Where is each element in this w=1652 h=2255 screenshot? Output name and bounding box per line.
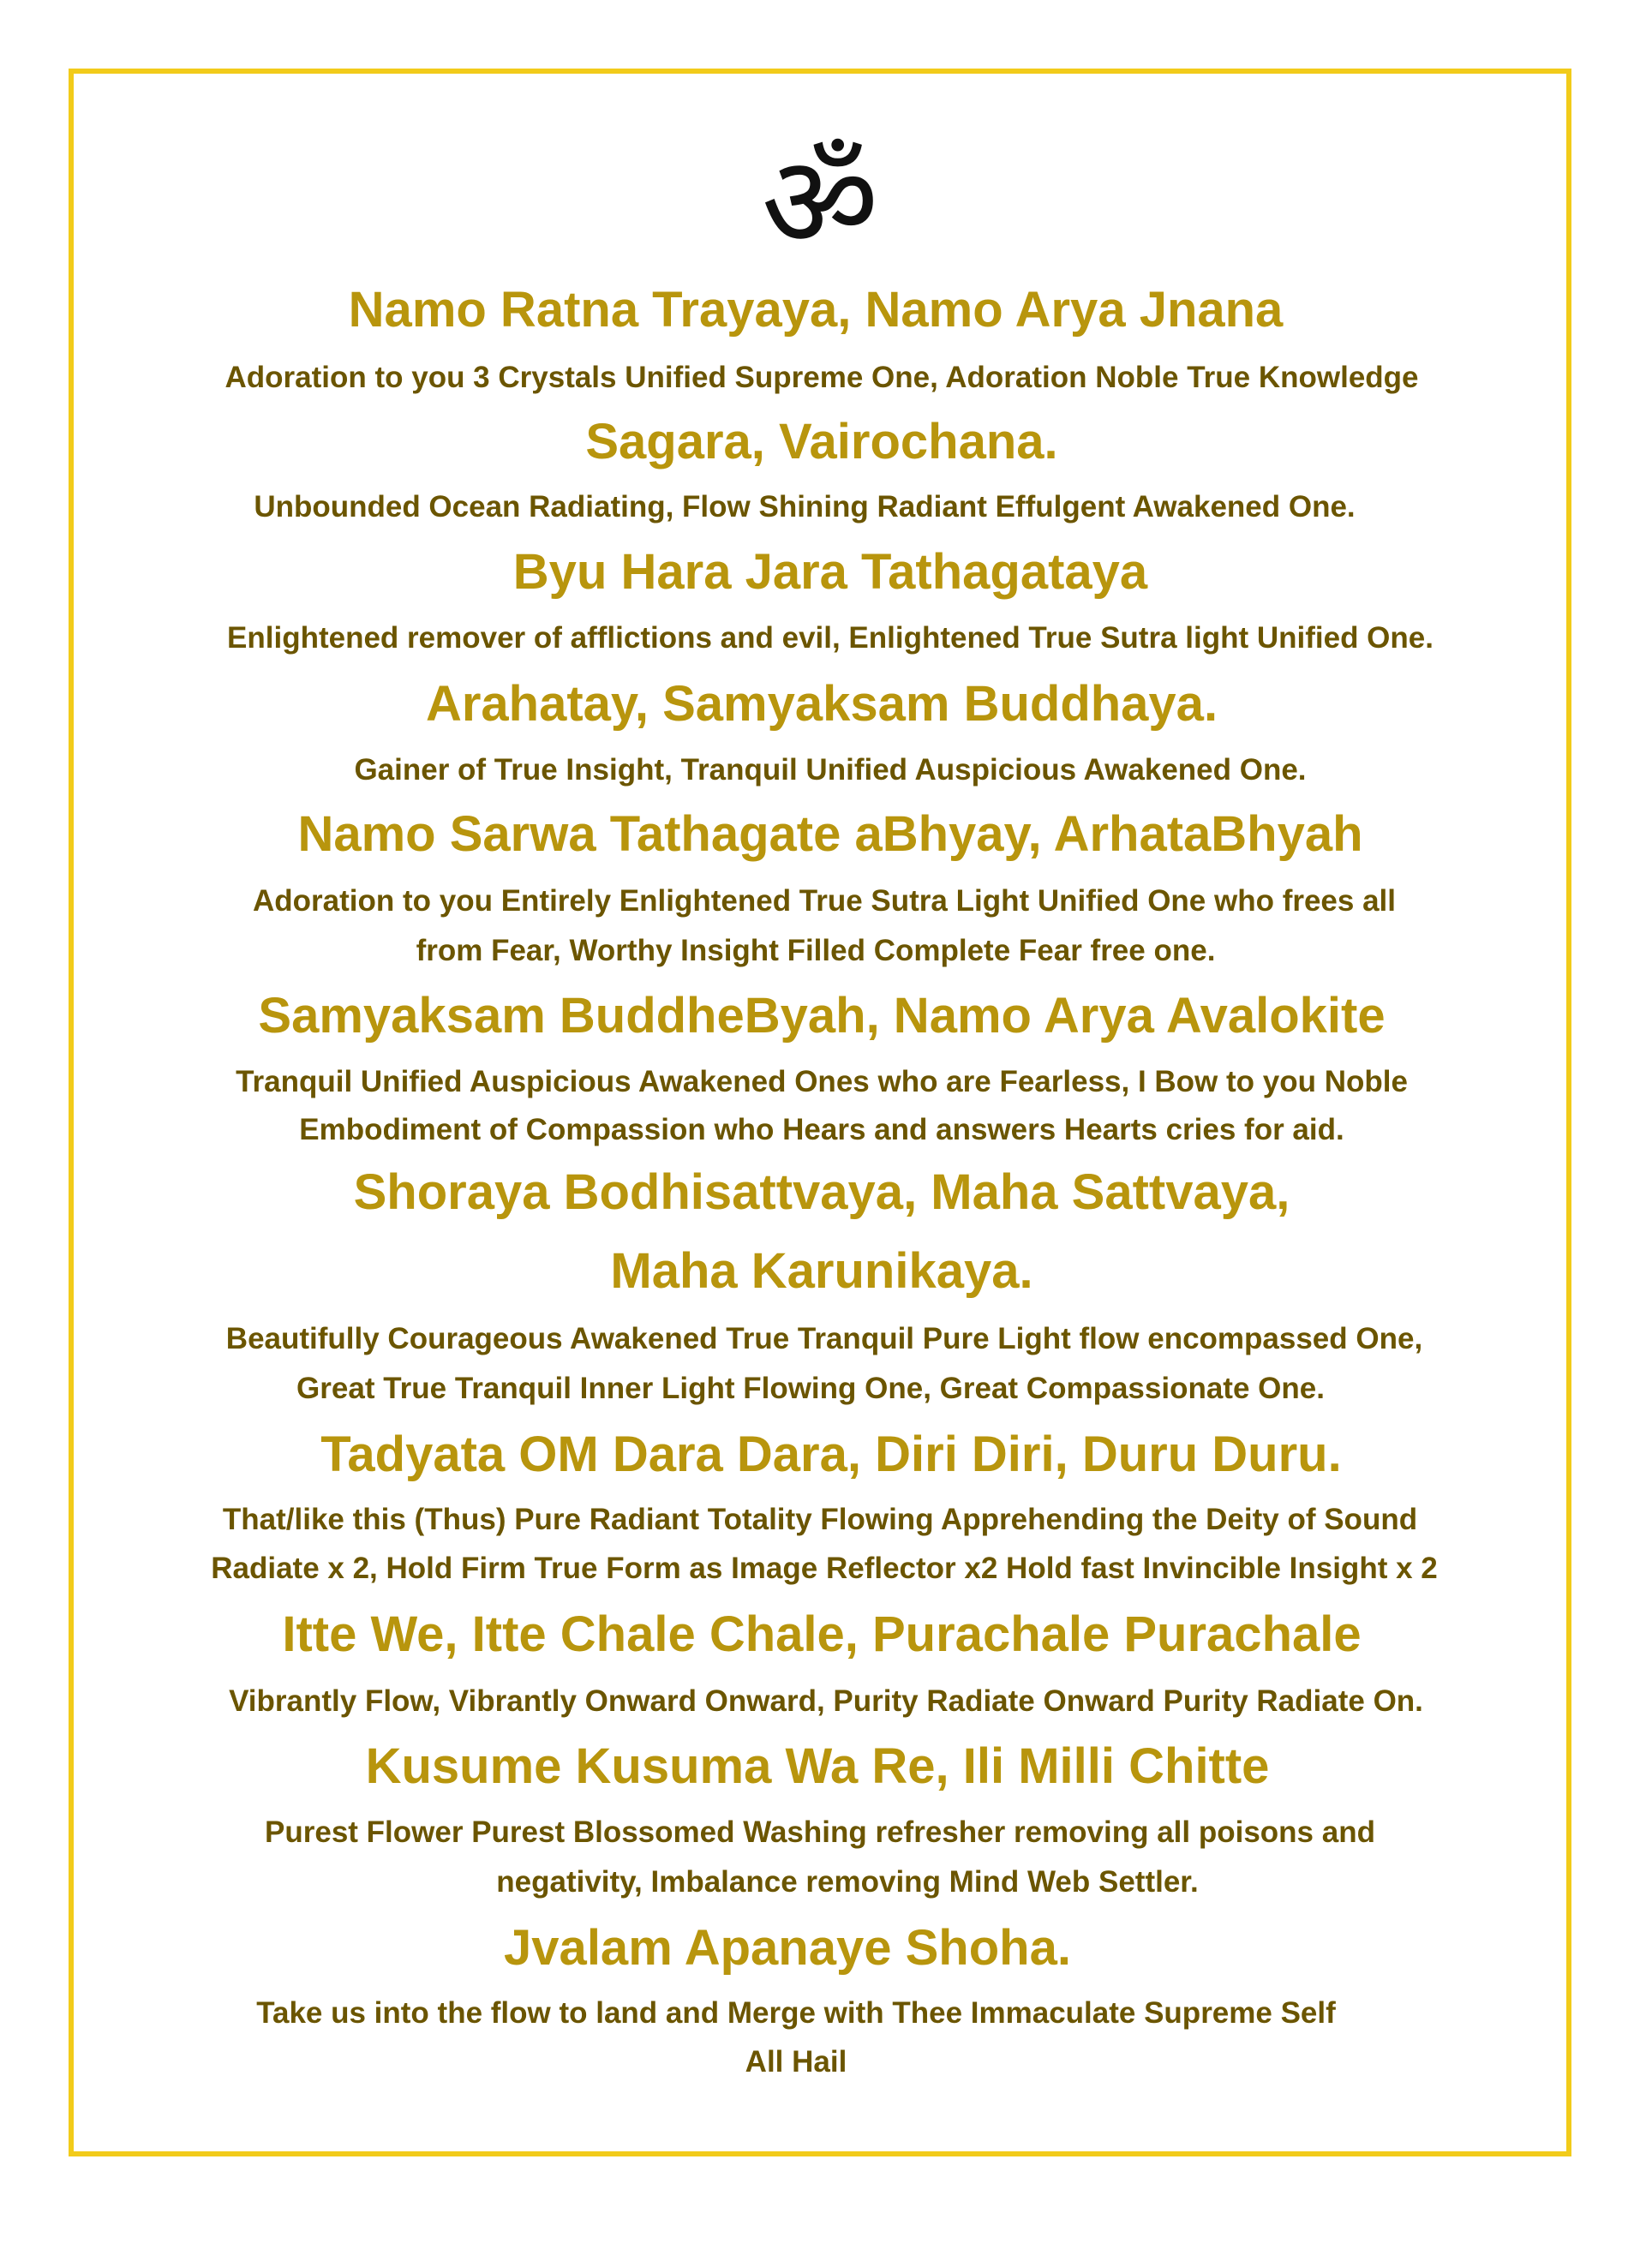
mantra-line: Namo Ratna Trayaya, Namo Arya Jnana [348, 282, 1284, 338]
translation-line: Tranquil Unified Auspicious Awakened Ones who are Fearless, I Bow to you Noble [236, 1065, 1408, 1098]
mantra-line: Namo Sarwa Tathagate aBhyay, ArhataBhyah [297, 806, 1363, 862]
translation-line: Adoration to you Entirely Enlightened True Sutra Light Unified One who frees all [253, 884, 1396, 918]
om-symbol-icon: ॐ [761, 129, 879, 278]
mantra-line: Samyaksam BuddheByah, Namo Arya Avalokite [258, 988, 1386, 1044]
mantra-line: Kusume Kusuma Wa Re, Ili Milli Chitte [365, 1738, 1270, 1794]
mantra-line: Byu Hara Jara Tathagataya [512, 544, 1148, 600]
translation-line: Purest Flower Purest Blossomed Washing refresher removing all poisons and [265, 1815, 1375, 1849]
translation-line: negativity, Imbalance removing Mind Web Settler. [496, 1865, 1199, 1899]
mantra-line: Itte We, Itte Chale Chale, Purachale Purachale [282, 1606, 1362, 1662]
translation-line: Gainer of True Insight, Tranquil Unified Auspicious Awakened One. [354, 753, 1307, 787]
mantra-line: Arahatay, Samyaksam Buddhaya. [425, 676, 1218, 732]
translation-line: Adoration to you 3 Crystals Unified Supreme One, Adoration Noble True Knowledge [224, 361, 1419, 394]
translation-line: That/like this (Thus) Pure Radiant Totality Flowing Apprehending the Deity of Sound [222, 1503, 1418, 1536]
translation-line: Radiate x 2, Hold Firm True Form as Image Reflector x2 Hold fast Invincible Insight x 2 [211, 1552, 1438, 1585]
translation-line: Enlightened remover of afflictions and evil, Enlightened True Sutra light Unified One. [227, 621, 1434, 655]
mantra-line: Jvalam Apanaye Shoha. [504, 1920, 1071, 1976]
translation-line: Take us into the flow to land and Merge with Thee Immaculate Supreme Self [256, 1996, 1336, 2030]
translation-line: Great True Tranquil Inner Light Flowing One, Great Compassionate One. [296, 1372, 1325, 1405]
translation-line: All Hail [745, 2045, 847, 2079]
translation-line: Unbounded Ocean Radiating, Flow Shining Radiant Effulgent Awakened One. [254, 490, 1356, 523]
translation-line: Beautifully Courageous Awakened True Tranquil Pure Light flow encompassed One, [225, 1322, 1423, 1355]
translation-line: from Fear, Worthy Insight Filled Complete Fear free one. [416, 934, 1216, 967]
translation-line: Vibrantly Flow, Vibrantly Onward Onward, Purity Radiate Onward Purity Radiate On. [229, 1684, 1423, 1718]
mantra-line: Tadyata OM Dara Dara, Diri Diri, Duru Duru. [320, 1427, 1342, 1482]
mantra-line: Maha Karunikaya. [610, 1243, 1033, 1299]
mantra-line: Shoraya Bodhisattvaya, Maha Sattvaya, [353, 1164, 1290, 1220]
mantra-line: Sagara, Vairochana. [585, 414, 1058, 470]
translation-line: Embodiment of Compassion who Hears and answers Hearts cries for aid. [299, 1113, 1344, 1146]
